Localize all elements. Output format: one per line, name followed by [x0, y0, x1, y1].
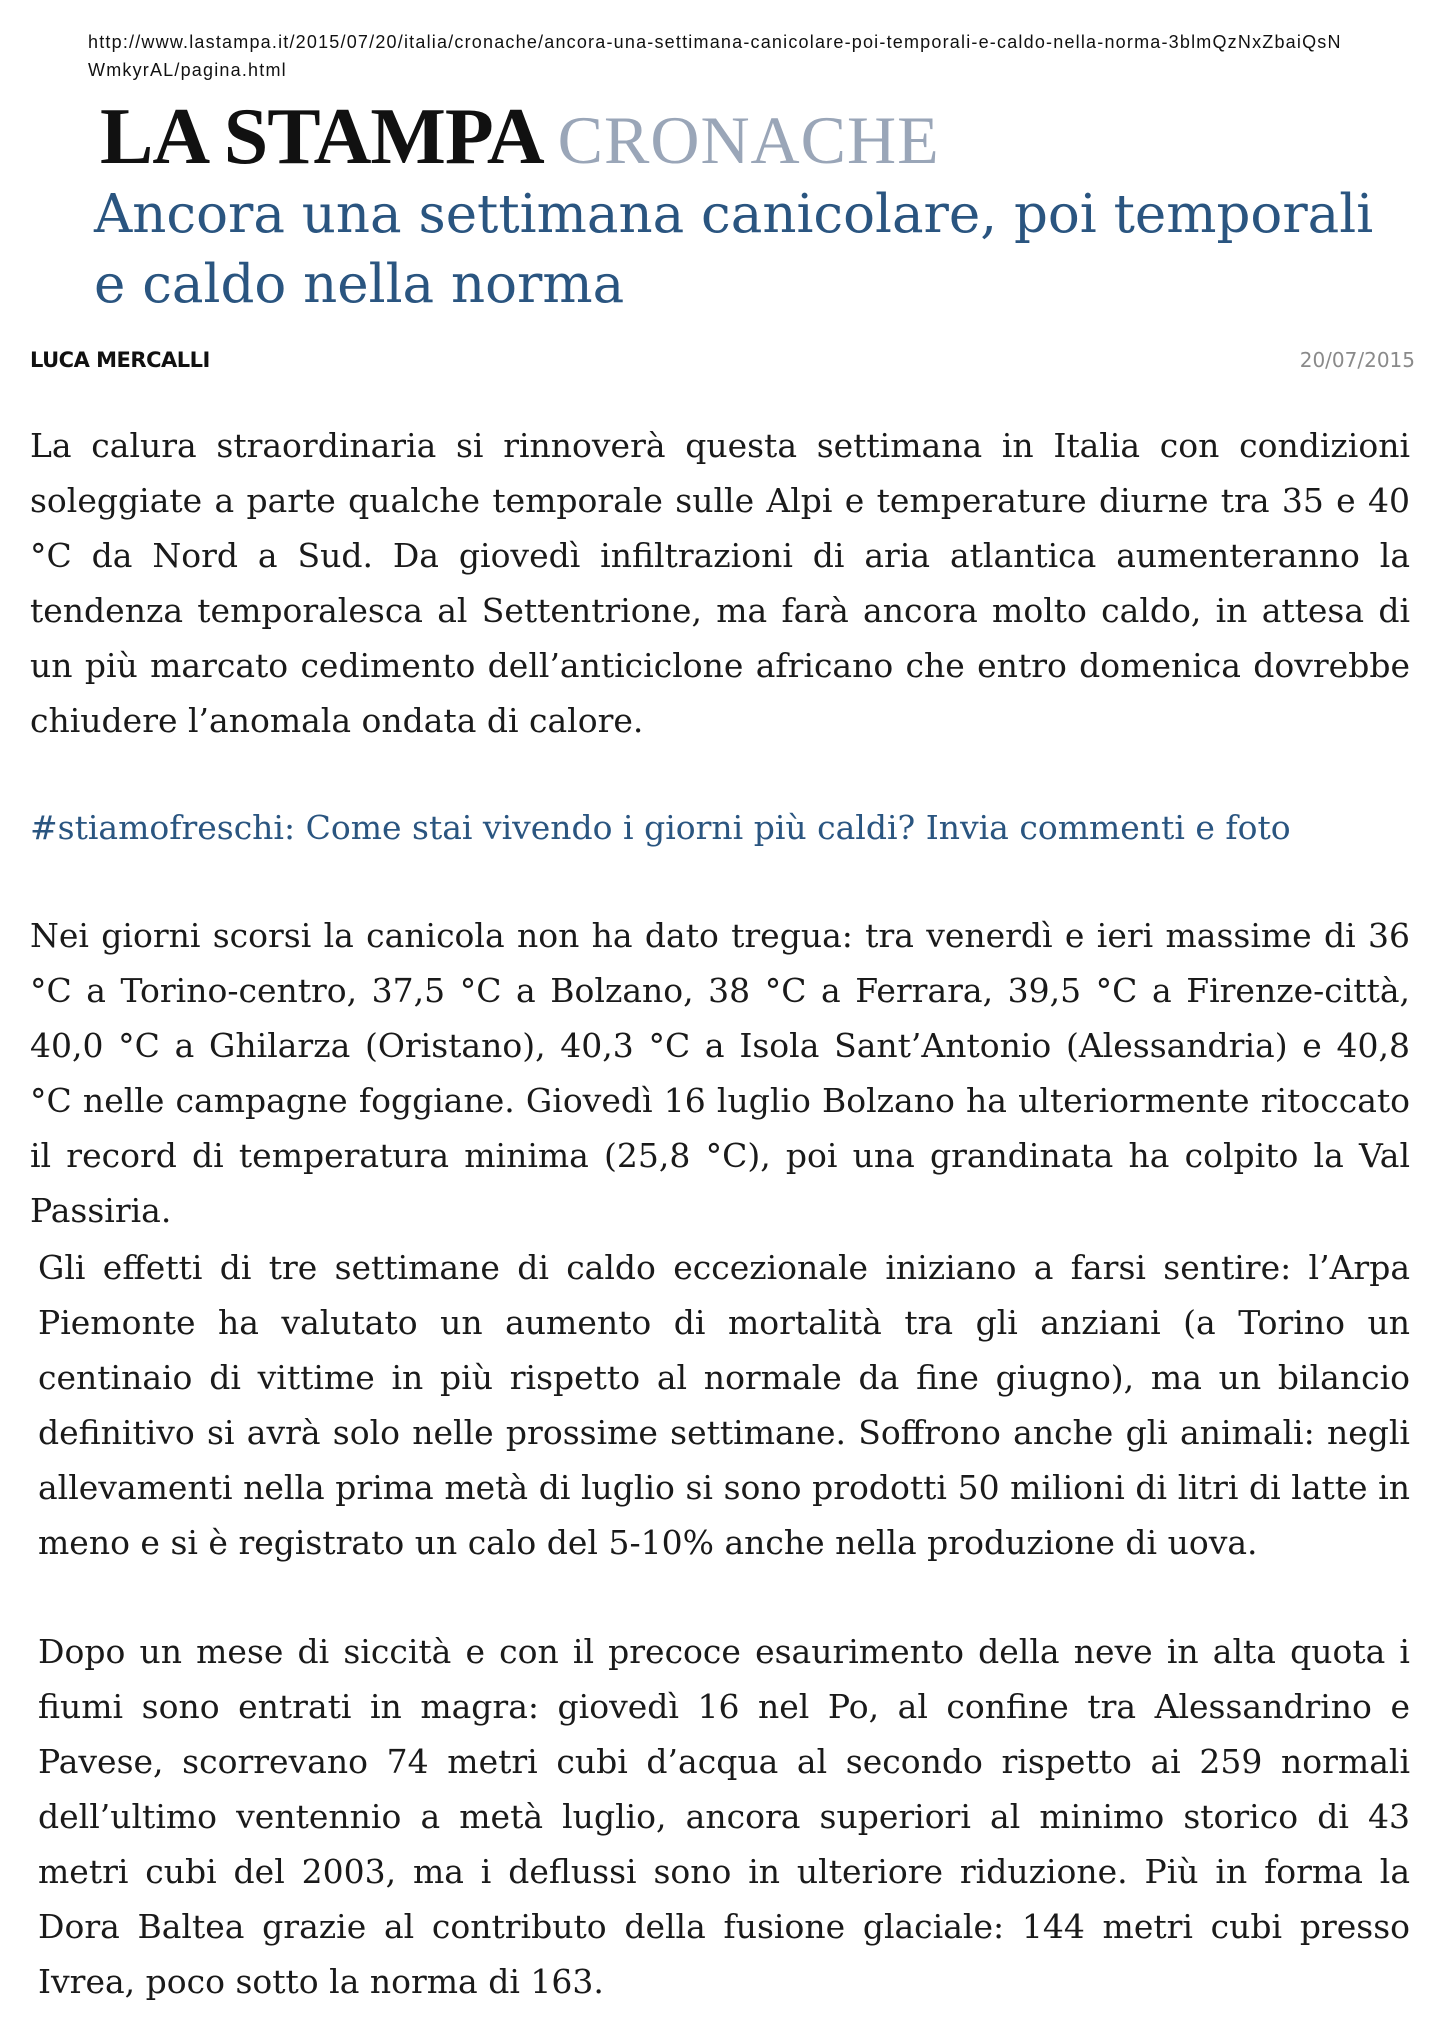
- article-paragraph-4: Dopo un mese di siccità e con il precoce esaurimento della neve in alta quota i fiumi sono entrati in magra: giovedì 16 nel Po, al confine tra Alessandrino e Pavese, scorrevano 74 metri cubi d’acqua al secondo rispetto ai 259 normali dell’ultimo ventennio a metà luglio, ancora superiori al minimo storico di 43 metri cubi del 2003, ma i deflussi sono in ulteriore riduzione. Più in forma la Dora Baltea grazie al contributo della fusione glaciale: 144 metri cubi presso Ivrea, poco sotto la norma di 163.: [38, 1632, 1410, 2001]
- publish-date: 20/07/2015: [1299, 348, 1415, 372]
- stiamofreschi-link[interactable]: #stiamofreschi: Come stai vivendo i giorni più caldi? Invia commenti e foto: [30, 808, 1291, 847]
- article-paragraph-1: La calura straordinaria si rinnoverà questa settimana in Italia con condizioni soleggiate a parte qualche temporale sulle Alpi e temperature diurne tra 35 e 40 °C da Nord a Sud. Da giovedì infiltrazioni di aria atlantica aumenteranno la tendenza temporalesca al Settentrione, ma farà ancora molto caldo, in attesa di un più marcato cedimento dell’anticiclone africano che entro domenica dovrebbe chiudere l’anomala ondata di calore.: [30, 426, 1410, 740]
- source-url: http://www.lastampa.it/2015/07/20/italia/cronache/ancora-una-settimana-canicolare-poi-temporali-e-caldo-nella-norma-3blmQzNxZbaiQsNWmkyrAL/pagina.html: [88, 32, 1342, 80]
- article-paragraph-2: Nei giorni scorsi la canicola non ha dato tregua: tra venerdì e ieri massime di 36 °C a Torino-centro, 37,5 °C a Bolzano, 38 °C a Ferrara, 39,5 °C a Firenze-città, 40,0 °C a Ghilarza (Oristano), 40,3 °C a Isola Sant’Antonio (Alessandria) e 40,8 °C nelle campagne foggiane. Giovedì 16 luglio Bolzano ha ulteriormente ritoccato il record di temperatura minima (25,8 °C), poi una grandinata ha colpito la Val Passiria.: [30, 916, 1410, 1230]
- brand-logo[interactable]: LA STAMPA: [100, 93, 544, 181]
- section-name[interactable]: CRONACHE: [557, 102, 940, 178]
- author-byline: LUCA MERCALLI: [30, 348, 210, 372]
- article-paragraph-3: Gli effetti di tre settimane di caldo eccezionale iniziano a farsi sentire: l’Arpa Piemonte ha valutato un aumento di mortalità tra gli anziani (a Torino un centinaio di vittime in più rispetto al normale da fine giugno), ma un bilancio definitivo si avrà solo nelle prossime settimane. Soffrono anche gli animali: negli allevamenti nella prima metà di luglio si sono prodotti 50 milioni di litri di latte in meno e si è registrato un calo del 5-10% anche nella produzione di uova.: [38, 1248, 1410, 1562]
- masthead: [100, 92, 940, 181]
- article-headline: Ancora una settimana canicolare, poi temporali e caldo nella norma: [94, 184, 1374, 315]
